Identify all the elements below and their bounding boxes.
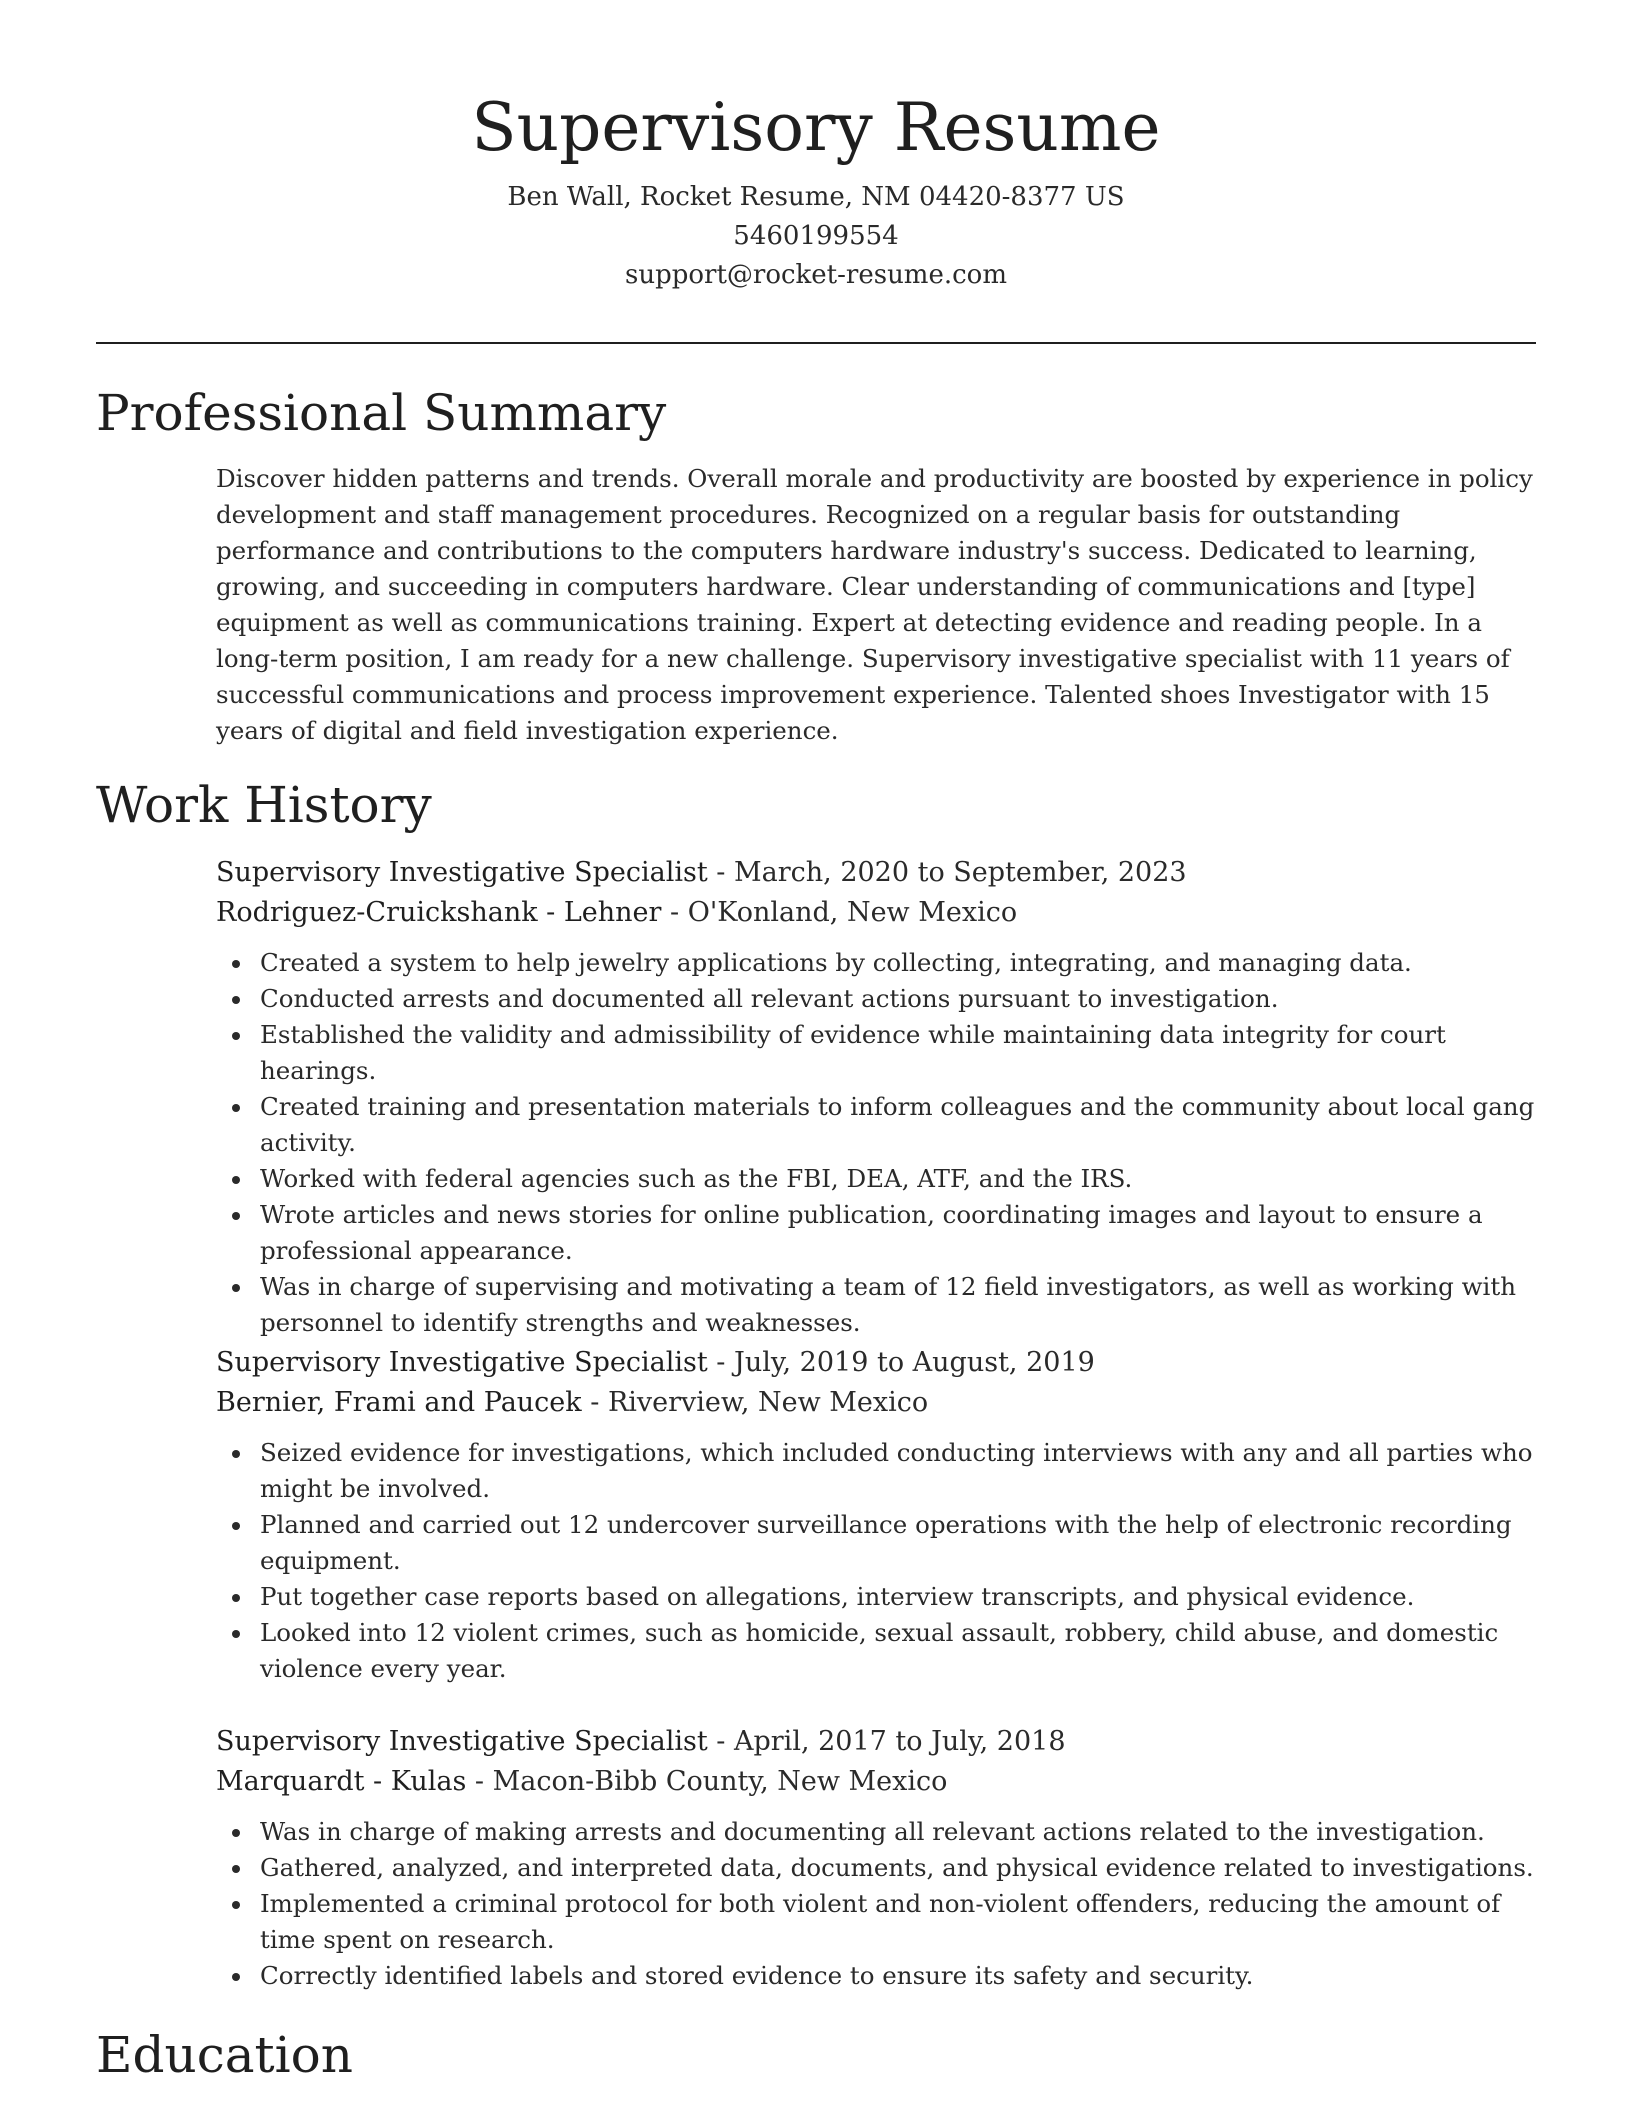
contact-phone: 5460199554 [733,221,899,251]
job-bullet-list [216,1435,1536,1687]
job-bullet: Implemented a criminal protocol for both violent and non-violent offenders, reducing the amount of time spent on research. [216,1886,1536,1958]
job-company: Rodriguez-Cruickshank - Lehner [216,897,662,928]
job-bullet: Was in charge of making arrests and documenting all relevant actions related to the investigation. [216,1814,1536,1850]
education-heading: Education [96,2026,353,2084]
contact-email: support@rocket-resume.com [624,260,1007,290]
job-bullet: Wrote articles and news stories for online publication, coordinating images and layout to ensure a professional appearance. [216,1197,1536,1269]
summary-text: Discover hidden patterns and trends. Overall morale and productivity are boosted by experience in policy development and staff management procedures. Recognized on a regular basis for outstanding performance and contributions to the computers hardware industry's success. Dedicated to learning, growing, and succeeding in computers hardware. Clear understanding of communications and [type] equipment as well as communications training. Expert at detecting evidence and reading people. In a long-term position, I am ready for a new challenge. Supervisory investigative specialist with 11 years of successful communications and process improvement experience. Talented shoes Investigator with 15 years of digital and field investigation experience. [216,464,1533,745]
job-bullet: Was in charge of supervising and motivating a team of 12 field investigators, as well as working with personnel to identify strengths and weaknesses. [216,1269,1536,1341]
job-bullet: Gathered, analyzed, and interpreted data, documents, and physical evidence related to investigations. [216,1850,1536,1886]
contact-address: Ben Wall, Rocket Resume, NM 04420-8377 US [507,182,1125,212]
job-bullet-list [216,945,1536,1341]
resume-page [96,0,1536,2112]
header-divider [96,342,1536,344]
job-bullet-list [216,1814,1536,1994]
job-company: Bernier, Frami and Paucek [216,1387,582,1418]
job-title-line [216,1343,1536,1383]
job-bullet: Established the validity and admissibility of evidence while maintaining data integrity for court hearings. [216,1017,1536,1089]
job-bullet: Worked with federal agencies such as the FBI, DEA, ATF, and the IRS. [216,1161,1536,1197]
job-company-line [216,893,1536,933]
job-company-line [216,1383,1536,1423]
job-bullet: Seized evidence for investigations, which included conducting interviews with any and all parties who might be involved. [216,1435,1536,1507]
job-dates: - July, 2019 to August, 2019 [707,1347,1095,1378]
resume-title: Supervisory Resume [471,89,1161,166]
job-bullet: Looked into 12 violent crimes, such as homicide, sexual assault, robbery, child abuse, and domestic violence every year. [216,1615,1536,1687]
job-entry [216,1343,1536,1687]
job-title-line [216,853,1536,893]
job-bullet: Created training and presentation materials to inform colleagues and the community about local gang activity. [216,1089,1536,1161]
job-entry [216,1722,1536,1994]
job-bullet: Correctly identified labels and stored evidence to ensure its safety and security. [216,1958,1536,1994]
job-role: Supervisory Investigative Specialist [216,1726,708,1757]
job-bullet: Put together case reports based on allegations, interview transcripts, and physical evidence. [216,1579,1536,1615]
job-title-line [216,1722,1536,1762]
summary-block [216,461,1536,749]
work-history-heading: Work History [96,776,432,834]
job-bullet: Created a system to help jewelry applications by collecting, integrating, and managing data. [216,945,1536,981]
summary-heading: Professional Summary [96,384,667,442]
job-role: Supervisory Investigative Specialist [216,857,708,888]
job-location: - Macon-Bibb County, New Mexico [466,1766,948,1797]
job-dates: - March, 2020 to September, 2023 [707,857,1187,888]
job-location: - Riverview, New Mexico [581,1387,929,1418]
job-dates: - April, 2017 to July, 2018 [707,1726,1066,1757]
job-role: Supervisory Investigative Specialist [216,1347,708,1378]
job-company-line [216,1762,1536,1802]
job-bullet: Planned and carried out 12 undercover surveillance operations with the help of electronic recording equipment. [216,1507,1536,1579]
job-bullet: Conducted arrests and documented all relevant actions pursuant to investigation. [216,981,1536,1017]
job-company: Marquardt - Kulas [216,1766,467,1797]
job-location: - O'Konland, New Mexico [661,897,1018,928]
resume-header [96,78,1536,295]
job-entry [216,853,1536,1341]
